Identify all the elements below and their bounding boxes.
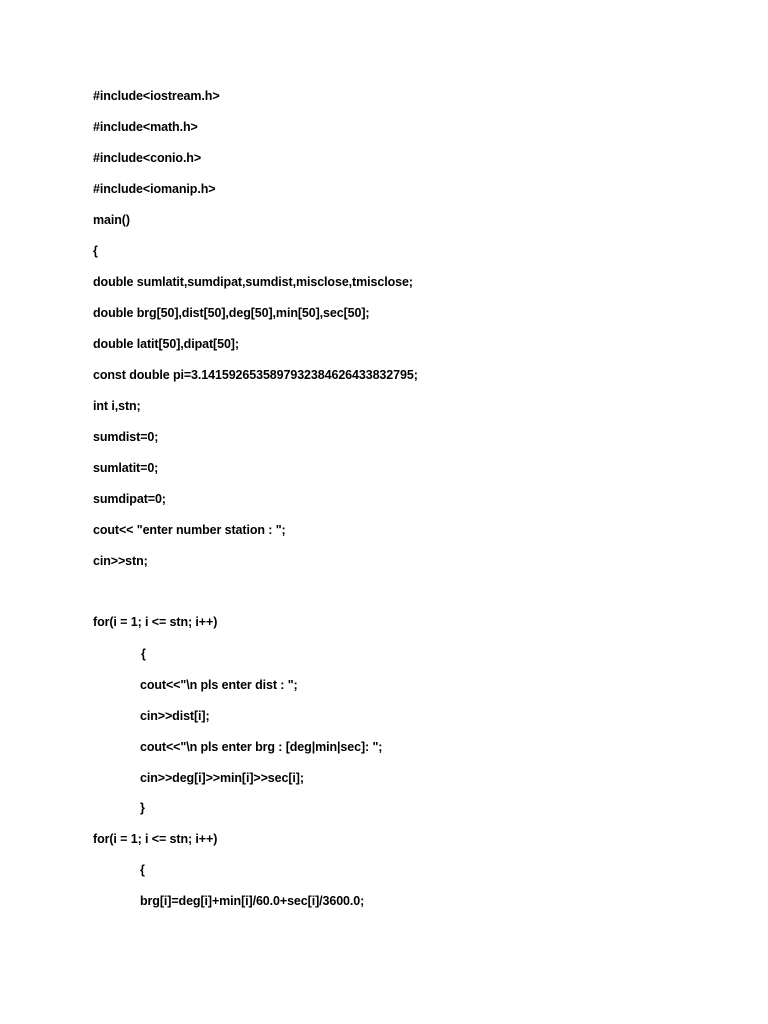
- cout-station-line: cout<< "enter number station : ";: [93, 523, 286, 537]
- loop-close-brace-line: }: [140, 801, 145, 815]
- for-loop-brg-line: for(i = 1; i <= stn; i++): [93, 832, 218, 846]
- cin-station-line: cin>>stn;: [93, 554, 148, 568]
- loop2-open-brace-line: {: [140, 863, 145, 877]
- for-loop-input-line: for(i = 1; i <= stn; i++): [93, 615, 218, 629]
- cin-deg-min-sec-line: cin>>deg[i]>>min[i]>>sec[i];: [140, 771, 304, 785]
- double-sums-declaration-line: double sumlatit,sumdipat,sumdist,misclose,tmisclose;: [93, 275, 413, 289]
- main-declaration-line: main(): [93, 213, 130, 227]
- include-iomanip-line: #include<iomanip.h>: [93, 182, 216, 196]
- pi-constant-line: const double pi=3.14159265358979323846264338327​95;: [93, 368, 418, 382]
- latit-dipat-declaration-line: double latit[50],dipat[50];: [93, 337, 239, 351]
- sumlatit-init-line: sumlatit=0;: [93, 461, 159, 475]
- int-declaration-line: int i,stn;: [93, 399, 141, 413]
- sumdipat-init-line: sumdipat=0;: [93, 492, 166, 506]
- include-conio-line: #include<conio.h>: [93, 151, 202, 165]
- loop-open-brace-line: {: [141, 647, 146, 661]
- brg-calculation-line: brg[i]=deg[i]+min[i]/60.0+sec[i]/3600.0;: [140, 894, 365, 908]
- double-arrays-declaration-line: double brg[50],dist[50],deg[50],min[50],sec[50];: [93, 306, 370, 320]
- open-brace-line: {: [93, 244, 98, 258]
- include-iostream-line: #include<iostream.h>: [93, 89, 220, 103]
- cin-dist-line: cin>>dist[i];: [140, 709, 210, 723]
- sumdist-init-line: sumdist=0;: [93, 430, 159, 444]
- cout-brg-line: cout<<"\n pls enter brg : [deg|min|sec]: ";: [140, 740, 383, 754]
- include-math-line: #include<math.h>: [93, 120, 198, 134]
- cout-dist-line: cout<<"\n pls enter dist : ";: [140, 678, 298, 692]
